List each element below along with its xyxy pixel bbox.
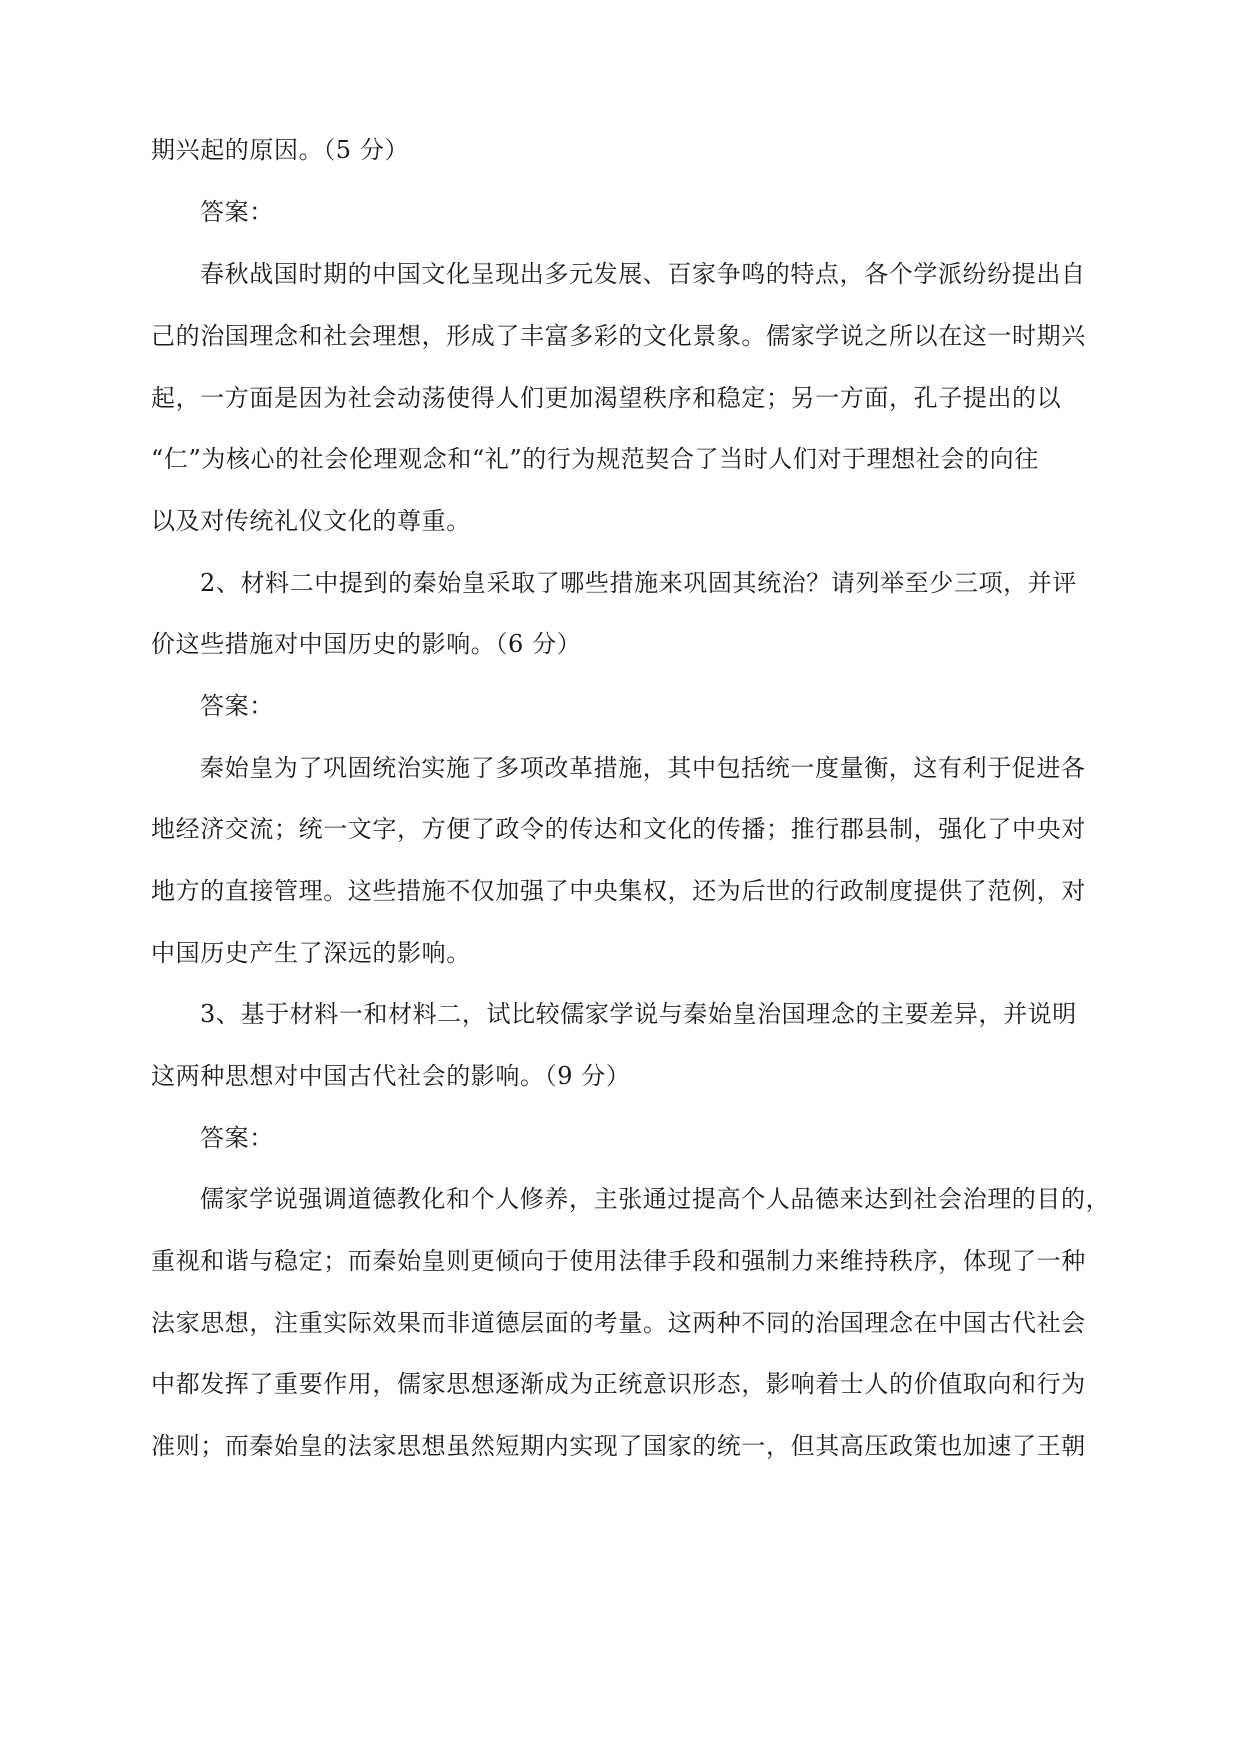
answer-1-line-3: 起，一方面是因为社会动荡使得人们更加渴望秩序和稳定；另一方面，孔子提出的以 <box>151 384 1062 412</box>
answer-1-line-4: “仁”为核心的社会伦理观念和“礼”的行为规范契合了当时人们对于理想社会的向往 <box>151 445 1039 473</box>
answer-1-line-5: 以及对传统礼仪文化的尊重。 <box>151 507 471 535</box>
answer-3-line-5: 准则；而秦始皇的法家思想虽然短期内实现了国家的统一，但其高压政策也加速了王朝 <box>151 1432 1086 1460</box>
answer-label-1: 答案： <box>200 198 274 226</box>
answer-2-line-1: 秦始皇为了巩固统治实施了多项改革措施，其中包括统一度量衡，这有利于促进各 <box>200 754 1086 782</box>
answer-3-line-1: 儒家学说强调道德教化和个人修养，主张通过提高个人品德来达到社会治理的目的， <box>200 1185 1111 1213</box>
question-2-line-1: 2、材料二中提到的秦始皇采取了哪些措施来巩固其统治？请列举至少三项，并评 <box>200 569 1077 597</box>
answer-3-line-2: 重视和谐与稳定；而秦始皇则更倾向于使用法律手段和强制力来维持秩序，体现了一种 <box>151 1247 1086 1275</box>
answer-2-line-3: 地方的直接管理。这些措施不仅加强了中央集权，还为后世的行政制度提供了范例，对 <box>151 877 1086 905</box>
question-2-line-2: 价这些措施对中国历史的影响。（6 分） <box>151 630 582 658</box>
answer-3-line-4: 中都发挥了重要作用，儒家思想逐渐成为正统意识形态，影响着士人的价值取向和行为 <box>151 1370 1086 1398</box>
answer-2-line-2: 地经济交流；统一文字，方便了政令的传达和文化的传播；推行郡县制，强化了中央对 <box>151 815 1086 843</box>
answer-label-2: 答案： <box>200 692 274 720</box>
question-1-tail: 期兴起的原因。（5 分） <box>151 136 410 164</box>
answer-2-line-4: 中国历史产生了深远的影响。 <box>151 939 471 967</box>
question-3-line-1: 3、基于材料一和材料二，试比较儒家学说与秦始皇治国理念的主要差异，并说明 <box>200 1000 1077 1028</box>
answer-3-line-3: 法家思想，注重实际效果而非道德层面的考量。这两种不同的治国理念在中国古代社会 <box>151 1309 1086 1337</box>
question-3-line-2: 这两种思想对中国古代社会的影响。（9 分） <box>151 1062 631 1090</box>
answer-label-3: 答案： <box>200 1124 274 1152</box>
answer-1-line-2: 己的治国理念和社会理想，形成了丰富多彩的文化景象。儒家学说之所以在这一时期兴 <box>151 322 1086 350</box>
answer-1-line-1: 春秋战国时期的中国文化呈现出多元发展、百家争鸣的特点，各个学派纷纷提出自 <box>200 260 1086 288</box>
